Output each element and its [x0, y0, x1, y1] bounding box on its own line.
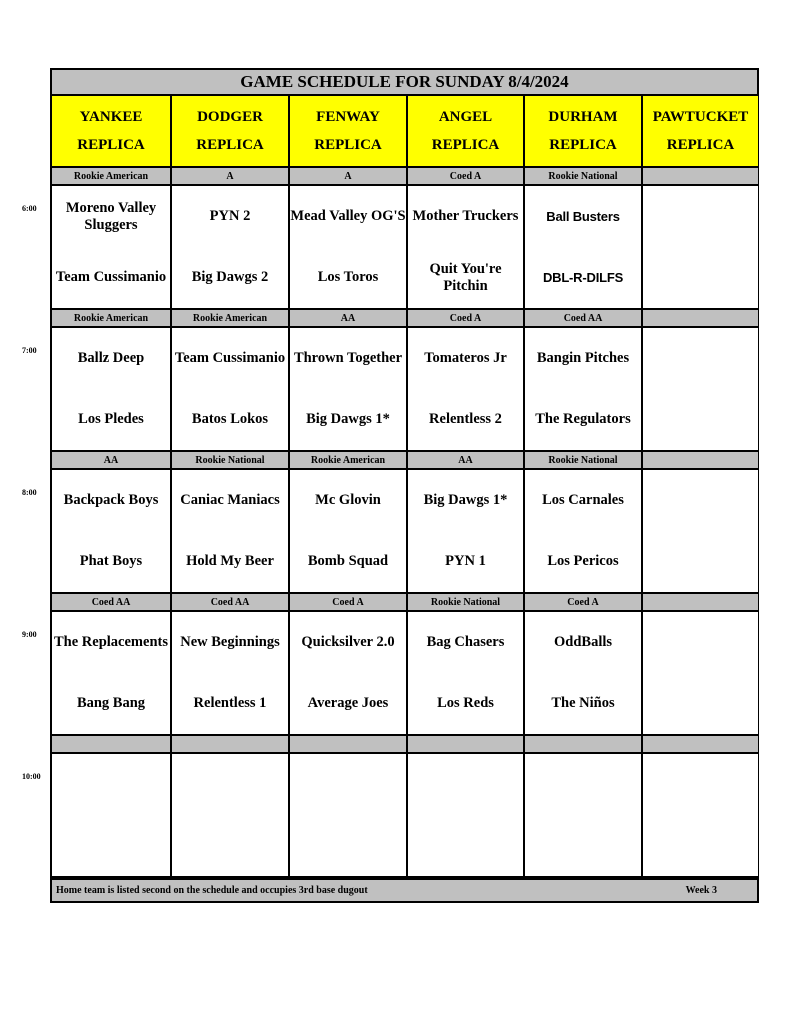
division-label: Coed A	[408, 168, 523, 184]
game-cell	[290, 754, 406, 876]
away-team	[52, 754, 170, 815]
field-name: FENWAY	[316, 109, 380, 125]
game-cell	[408, 328, 523, 450]
game-cell	[643, 328, 758, 450]
game-cell	[52, 754, 170, 876]
away-team: The Replacements	[54, 634, 168, 650]
division-label: Rookie National	[172, 452, 288, 468]
away-team: Bangin Pitches	[536, 350, 630, 366]
page-title: GAME SCHEDULE FOR SUNDAY 8/4/2024	[52, 70, 757, 94]
home-team: Los Pericos	[547, 553, 619, 569]
game-cell	[52, 328, 170, 450]
division-label: Rookie National	[525, 168, 641, 184]
home-team	[290, 815, 406, 876]
division-label: Rookie American	[52, 310, 170, 326]
home-team: Los Toros	[317, 269, 379, 285]
away-team	[643, 186, 758, 247]
field-header	[52, 96, 170, 166]
home-team: Average Joes	[307, 695, 389, 711]
home-team: Big Dawgs 2	[191, 269, 269, 285]
field-name: YANKEE	[79, 109, 143, 125]
division-label: A	[290, 168, 406, 184]
away-team: Tomateros Jr	[424, 350, 507, 366]
game-cell	[172, 328, 288, 450]
division-label: Coed AA	[172, 594, 288, 610]
division-label	[643, 736, 758, 752]
away-team	[643, 470, 758, 531]
away-team: Caniac Maniacs	[180, 492, 280, 508]
game-cell	[643, 612, 758, 734]
game-cell	[52, 186, 170, 308]
home-team: Hold My Beer	[186, 553, 274, 569]
division-label: Rookie National	[525, 452, 641, 468]
division-label	[643, 168, 758, 184]
home-team: Batos Lokos	[191, 411, 269, 427]
game-cell	[290, 186, 406, 308]
field-subtitle: REPLICA	[196, 137, 264, 153]
home-team: The Regulators	[535, 411, 631, 427]
game-cell	[525, 186, 641, 308]
home-team: DBL-R-DILFS	[542, 270, 624, 285]
away-team: Mc Glovin	[315, 492, 381, 508]
home-team	[643, 531, 758, 592]
game-cell	[408, 754, 523, 876]
division-label: Rookie American	[52, 168, 170, 184]
game-cell	[290, 470, 406, 592]
away-team: New Beginnings	[180, 634, 280, 650]
game-cell	[525, 612, 641, 734]
footer-note: Home team is listed second on the schedule and occupies 3rd base dugout	[56, 885, 368, 896]
home-team	[643, 389, 758, 450]
away-team: Quicksilver 2.0	[301, 634, 395, 650]
away-team	[408, 754, 523, 815]
away-team: PYN 2	[209, 208, 251, 224]
field-name: DURHAM	[548, 109, 618, 125]
home-team: Los Pledes	[78, 411, 144, 427]
division-label: Rookie American	[172, 310, 288, 326]
division-label	[172, 736, 288, 752]
home-team	[52, 815, 170, 876]
home-team	[643, 247, 758, 308]
division-label	[643, 452, 758, 468]
game-cell	[290, 328, 406, 450]
home-team: Relentless 1	[193, 695, 267, 711]
home-team: Bomb Squad	[307, 553, 389, 569]
time-label: 9:00	[22, 630, 37, 639]
division-label	[643, 594, 758, 610]
field-subtitle: REPLICA	[314, 137, 382, 153]
time-label: 10:00	[22, 772, 41, 781]
game-cell	[408, 470, 523, 592]
division-label: Coed A	[525, 594, 641, 610]
away-team	[172, 754, 288, 815]
game-cell	[643, 470, 758, 592]
field-name: ANGEL	[438, 109, 493, 125]
away-team: Backpack Boys	[63, 492, 159, 508]
home-team: The Niños	[551, 695, 615, 711]
home-team: Big Dawgs 1*	[306, 411, 390, 427]
away-team	[643, 328, 758, 389]
time-label: 8:00	[22, 488, 37, 497]
field-subtitle: REPLICA	[431, 137, 500, 153]
away-team: Los Carnales	[542, 492, 624, 508]
home-team: Quit You're Pitchin	[429, 260, 502, 294]
division-label: AA	[52, 452, 170, 468]
division-label	[52, 736, 170, 752]
field-name: PAWTUCKET	[652, 109, 749, 125]
field-header	[408, 96, 523, 166]
division-label: Rookie American	[290, 452, 406, 468]
game-cell	[525, 754, 641, 876]
field-header	[290, 96, 406, 166]
away-team: Big Dawgs 1*	[423, 492, 508, 508]
field-subtitle: REPLICA	[666, 137, 735, 153]
away-team: Mother Truckers	[412, 208, 519, 224]
away-team: Ball Busters	[546, 209, 620, 224]
game-cell	[408, 612, 523, 734]
home-team	[172, 815, 288, 876]
field-header	[643, 96, 758, 166]
away-team	[290, 754, 406, 815]
home-team	[643, 815, 758, 876]
game-cell	[172, 186, 288, 308]
away-team: Mead Valley OG'S	[290, 208, 406, 224]
away-team	[525, 754, 641, 815]
away-team: Bag Chasers	[426, 634, 505, 650]
game-cell	[408, 186, 523, 308]
division-label	[643, 310, 758, 326]
game-cell	[52, 470, 170, 592]
field-subtitle: REPLICA	[77, 137, 145, 153]
division-label: A	[172, 168, 288, 184]
field-subtitle: REPLICA	[549, 137, 617, 153]
field-name: DODGER	[197, 109, 263, 125]
home-team	[643, 673, 758, 734]
game-cell	[643, 754, 758, 876]
away-team	[643, 754, 758, 815]
time-label: 7:00	[22, 346, 37, 355]
away-team: Thrown Together	[293, 350, 403, 366]
home-team: Phat Boys	[79, 553, 143, 569]
away-team	[643, 612, 758, 673]
home-team: Bang Bang	[76, 695, 146, 711]
division-label	[408, 736, 523, 752]
game-cell	[172, 470, 288, 592]
home-team	[525, 815, 641, 876]
home-team: PYN 1	[445, 553, 486, 569]
home-team	[408, 815, 523, 876]
schedule-table	[50, 68, 759, 903]
division-label: AA	[290, 310, 406, 326]
home-team: Los Reds	[437, 695, 494, 711]
game-cell	[525, 328, 641, 450]
field-header	[525, 96, 641, 166]
game-cell	[172, 612, 288, 734]
time-label: 6:00	[22, 204, 37, 213]
division-label	[525, 736, 641, 752]
week-label: Week 3	[685, 885, 717, 896]
division-label: Coed AA	[52, 594, 170, 610]
division-label: Coed AA	[525, 310, 641, 326]
division-label: Coed A	[408, 310, 523, 326]
home-team: Relentless 2	[429, 411, 502, 427]
division-label: Coed A	[290, 594, 406, 610]
field-header	[172, 96, 288, 166]
game-cell	[525, 470, 641, 592]
footer-bar	[52, 880, 757, 901]
away-team: Ballz Deep	[77, 350, 145, 366]
game-cell	[643, 186, 758, 308]
game-cell	[52, 612, 170, 734]
game-cell	[290, 612, 406, 734]
division-label: AA	[408, 452, 523, 468]
division-label	[290, 736, 406, 752]
away-team: Moreno Valley Sluggers	[65, 199, 157, 233]
home-team: Team Cussimanio	[55, 269, 167, 285]
division-label: Rookie National	[408, 594, 523, 610]
away-team: Team Cussimanio	[174, 350, 286, 366]
away-team: OddBalls	[553, 634, 613, 650]
game-cell	[172, 754, 288, 876]
